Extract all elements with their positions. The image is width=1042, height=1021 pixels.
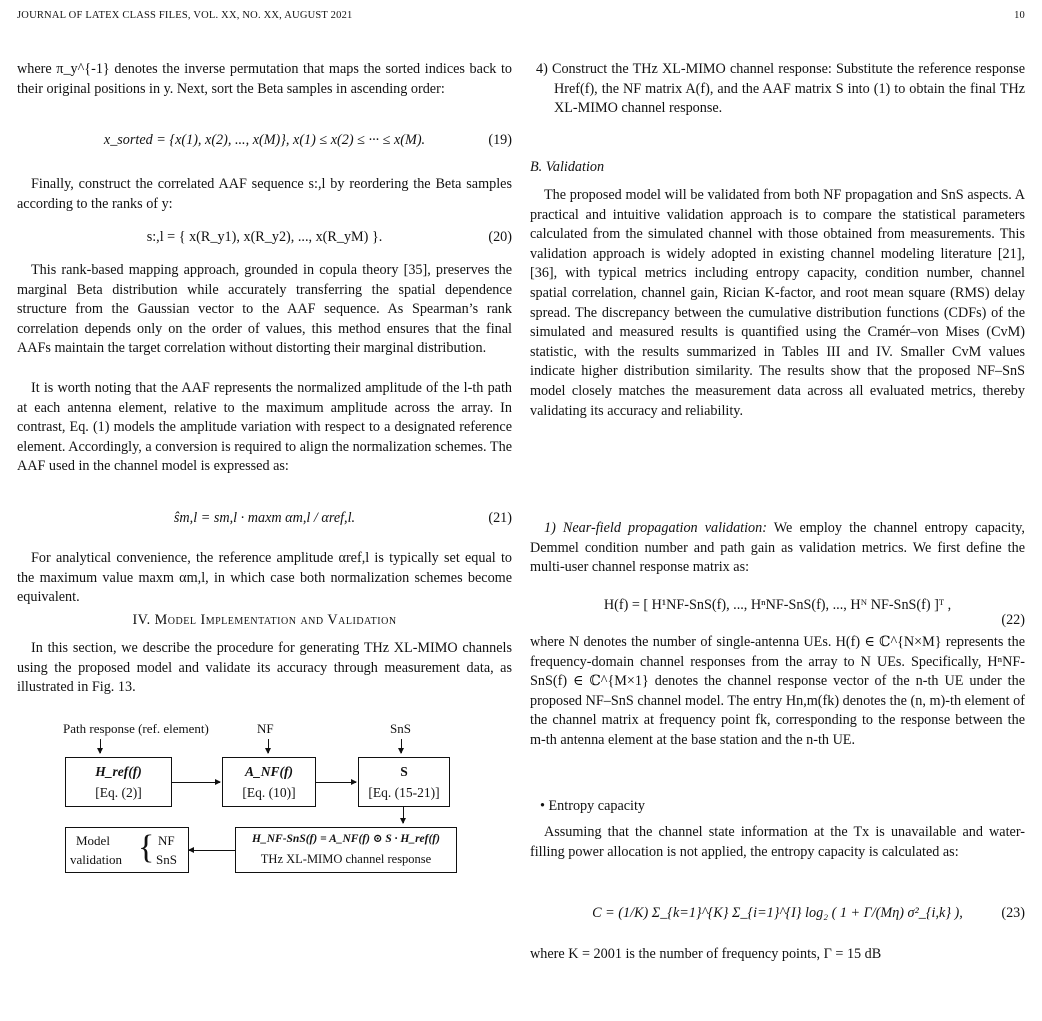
diagram-label-nf: NF (257, 721, 274, 736)
box-reference-response-bottom: [Eq. (2)] (95, 785, 142, 800)
box-model-validation (65, 827, 189, 873)
arrow-box3-down (403, 807, 404, 823)
box-channel-response-bottom: THz XL-MIMO channel response (260, 852, 432, 866)
box-reference-response-top: H_ref(f) (95, 764, 142, 779)
equation-23-body: C = (1/K) Σ_{k=1}^{K} Σ_{i=1}^{I} log₂ ( 1 + Γ/(Mη) σ²_{i,k} ), (592, 905, 963, 922)
equation-21-number: (21) (488, 510, 512, 527)
arrow-path-down (100, 739, 101, 753)
implementation-diagram (17, 717, 512, 877)
left-paragraph-5: For analytical convenience, the reference amplitude αref,l is typically set equal to the maximum value maxm αm,l, in which case both normalization schemes become equivalent. (17, 550, 512, 606)
left-paragraph-2: Finally, construct the correlated AAF sequence s:,l by reordering the Beta samples according to the ranks of y: (17, 176, 512, 212)
running-header (17, 6, 1025, 26)
left-paragraph-6: In this section, we describe the procedure for generating THz XL-MIMO channels using the proposed model and validate its accuracy through measurement data, as illustrated in Fig. 13. (17, 640, 512, 696)
equation-22-body: H(f) = [ H¹NF-SnS(f), ..., HⁿNF-SnS(f), ..., Hᴺ NF-SnS(f) ]ᵀ , (603, 597, 952, 614)
left-paragraph-1: where π_y^{-1} denotes the inverse permutation that maps the sorted indices back to their original positions in y. Next, sort the Beta samples in ascending order: (17, 61, 512, 97)
arrow-box2-box3 (316, 782, 356, 783)
right-paragraph-1: The proposed model will be validated from both NF propagation and SnS aspects. A practical and intuitive validation approach is to compare the statistical parameters calculated from the simulated channel with those obtained from measurements. This validation approach is widely adopted in existing channel modeling literature [21], [36], with typical metrics including entropy capacity, condition number, channel spatial correlation, channel gain, Rician K-factor, and root mean square (RMS) delay spread. The discrepancy between the cumulative distribution functions (CDFs) of the simulated and measured results is quantified using the Cramér–von Mises (CvM) statistic, with the results summarized in Tables III and IV. Smaller CvM values indicate higher distribution similarity. The results show that the proposed NF–SnS model closely matches the measurement data across all evaluated metrics, thereby validating its accuracy and reliability. (530, 187, 1025, 419)
box-channel-response (235, 827, 457, 873)
diagram-label-sns: SnS (390, 721, 411, 736)
box-nf-matrix (222, 757, 316, 807)
equation-22 (530, 579, 1025, 633)
equation-20-body: s:,l = { x(R_y1), x(R_y2), ..., x(R_yM) }. (146, 229, 383, 246)
journal-header: JOURNAL OF LATEX CLASS FILES, VOL. XX, NO. XX, AUGUST 2021 (17, 10, 353, 21)
box-nf-matrix-top: A_NF(f) (245, 764, 293, 779)
validation-model-label: Model (76, 833, 110, 848)
equation-22-number: (22) (1001, 612, 1025, 628)
arrow-nf-down (268, 739, 269, 753)
equation-19-number: (19) (488, 132, 512, 149)
left-column (17, 60, 512, 877)
box-aaf-matrix-top: S (400, 764, 408, 779)
box-channel-response-top: H_NF-SnS(f) = A_NF(f) ⊙ S · H_ref(f) (252, 833, 440, 845)
equation-20 (17, 215, 512, 261)
page-number: 10 (1014, 10, 1025, 21)
right-paragraph-5: where K = 2001 is the number of frequency points, Γ = 15 dB (530, 946, 882, 962)
box-nf-matrix-bottom: [Eq. (10)] (242, 785, 296, 800)
right-paragraph-4: Assuming that the channel state information at the Tx is unavailable and water-filling power allocation is not applied, the entropy capacity is calculated as: (530, 824, 1025, 860)
validation-brace: { (138, 829, 155, 866)
step-4: 4) Construct the THz XL-MIMO channel response: Substitute the reference response Href(f), the NF matrix A(f), and the AAF matrix S into (1) to obtain the final THz XL-MIMO channel response. (536, 61, 1025, 117)
arrow-box4-validation (189, 850, 235, 851)
equation-23-number: (23) (1001, 905, 1025, 922)
nf-validation-text: We employ the channel entropy capacity, Demmel condition number and path gain as validation metrics. We first define the multi-user channel response matrix as: (530, 520, 1025, 576)
bullet-entropy-capacity: • Entropy capacity (540, 798, 646, 814)
arrow-box1-box2 (172, 782, 220, 783)
equation-23 (530, 883, 1025, 945)
nf-validation-lead: 1) Near-field propagation validation: (544, 520, 767, 536)
equation-19 (17, 119, 512, 163)
validation-nf-label: NF (158, 833, 175, 848)
diagram-label-path-response: Path response (ref. element) (63, 721, 209, 736)
validation-sns-label: SnS (156, 852, 177, 867)
subsection-heading: B. Validation (530, 159, 605, 175)
section-heading: IV. Model Implementation and Validation (132, 612, 397, 628)
right-column (530, 60, 1025, 965)
validation-validation-label: validation (70, 852, 122, 867)
equation-21 (17, 497, 512, 541)
box-aaf-matrix (358, 757, 450, 807)
box-reference-response (65, 757, 172, 807)
left-paragraph-3: This rank-based mapping approach, grounded in copula theory [35], preserves the marginal Beta distribution while accurately transferring the spatial dependence structure from the Gaussian vector to the AAF sequence. As Spearman’s rank correlation depends only on the order of values, this method ensures that the final AAFs maintain the target correlation without distorting their marginal distribution. (17, 262, 512, 357)
equation-19-body: x_sorted = {x(1), x(2), ..., x(M)}, x(1) ≤ x(2) ≤ ··· ≤ x(M). (103, 132, 426, 149)
right-paragraph-3: where N denotes the number of single-antenna UEs. H(f) ∈ ℂ^{N×M} represents the frequency-domain channel responses from the array to N UEs. Specifically, HⁿNF-SnS(f) ∈ ℂ^{M×1} denotes the channel response vector of the n-th UE under the proposed NF–SnS channel model. The entry Hn,m(fk) denotes the (n, m)-th element of the channel matrix at frequency point fk, corresponding to the response between the m-th antenna element at the base station and the n-th UE. (530, 634, 1025, 748)
right-paragraph-2 (530, 519, 1025, 579)
left-paragraph-4: It is worth noting that the AAF represents the normalized amplitude of the l-th path at each antenna element, relative to the maximum amplitude across the array. In contrast, Eq. (1) models the amplitude variation with respect to a designated reference element. Accordingly, a conversion is required to align the normalization schemes. The AAF used in the channel model is expressed as: (17, 380, 512, 475)
arrow-sns-down (401, 739, 402, 753)
equation-21-body: ŝm,l = sm,l · maxm αm,l / αref,l. (173, 510, 356, 527)
equation-20-number: (20) (488, 229, 512, 246)
box-aaf-matrix-bottom: [Eq. (15-21)] (368, 785, 440, 800)
